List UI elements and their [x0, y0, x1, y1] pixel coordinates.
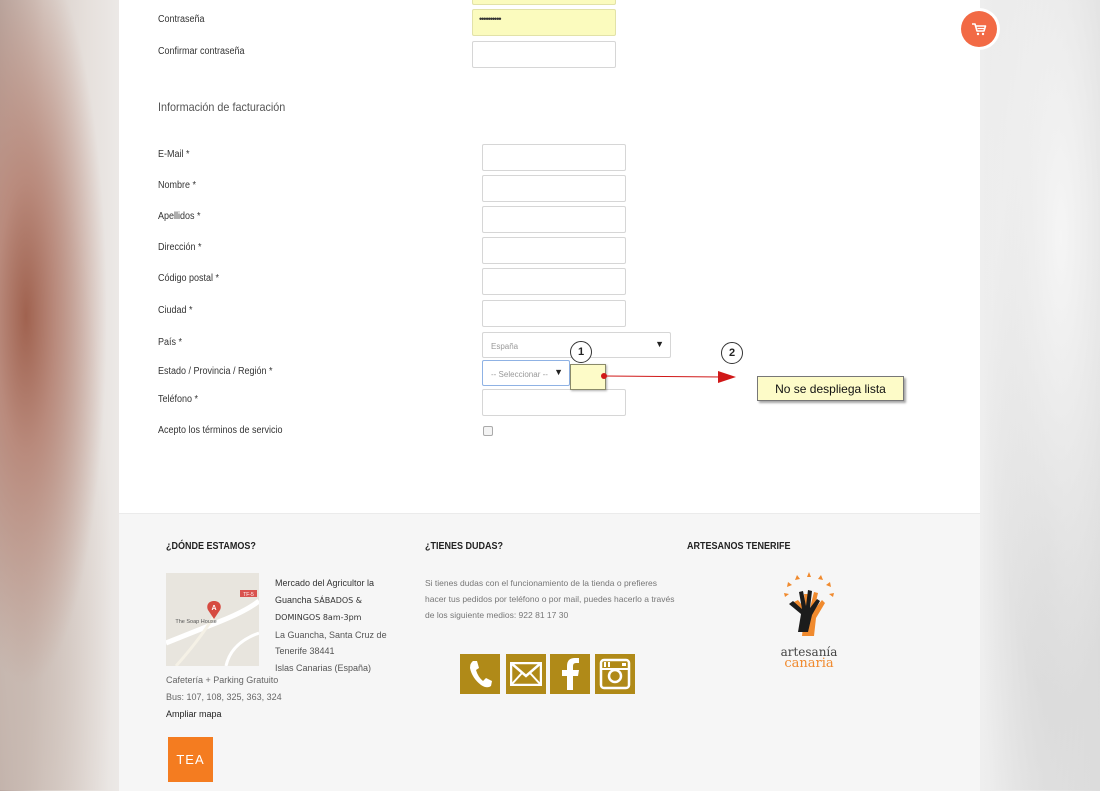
artesania-hand-icon: [774, 572, 844, 638]
phone-social-button[interactable]: [460, 654, 500, 694]
artesania-word1: artesanía: [780, 645, 838, 659]
address-line3: Islas Canarias (España): [275, 662, 372, 673]
bus-text: Bus: 107, 108, 325, 363, 324: [166, 692, 282, 702]
state-label: Estado / Provincia / Región *: [158, 366, 273, 377]
country-select-value: España: [491, 342, 519, 351]
where-heading: ¿DÓNDE ESTAMOS?: [166, 541, 256, 552]
password-value: ••••••••••: [479, 14, 501, 24]
facebook-icon: [560, 658, 580, 690]
mail-social-button[interactable]: [506, 654, 546, 694]
phone-label: Teléfono *: [158, 394, 199, 405]
name-label: Nombre *: [158, 180, 197, 191]
location-map[interactable]: [166, 573, 259, 666]
doubts-heading: ¿TIENES DUDAS?: [425, 541, 504, 552]
confirm-password-label: Confirmar contraseña: [158, 46, 245, 57]
facebook-social-button[interactable]: [550, 654, 590, 694]
dropdown-arrow-icon: ▼: [655, 339, 664, 349]
dropdown-arrow-icon: ▼: [554, 367, 563, 377]
transport-info: [166, 672, 282, 723]
terms-label: Acepto los términos de servicio: [158, 425, 283, 436]
tea-logo[interactable]: TEA: [168, 737, 213, 782]
map-road-label: TF-5: [243, 592, 254, 598]
phone-icon: [467, 659, 493, 689]
city-label: Ciudad *: [158, 305, 193, 316]
map-place-label: The Soap House: [175, 619, 217, 625]
footer: [119, 513, 980, 791]
annotation-marker-1: 1: [570, 341, 592, 363]
address-block: [275, 575, 405, 676]
address-line1: Mercado del Agricultor la Guancha: [275, 578, 375, 605]
address-label: Dirección *: [158, 242, 202, 253]
surname-label: Apellidos *: [158, 211, 201, 222]
email-label: E-Mail *: [158, 149, 190, 160]
doubts-text: Si tienes dudas con el funcionamiento de la tienda o prefieres hacer tus pedidos por teléfono o por mail, puedes hacerlo a través de los siguiente medios: 922 81 17 30: [425, 578, 675, 620]
artesania-canaria-logo[interactable]: [759, 572, 859, 671]
password-label: Contraseña: [158, 14, 205, 25]
country-label: País *: [158, 337, 183, 348]
billing-section-title: Información de facturación: [158, 100, 286, 114]
instagram-icon: [599, 658, 631, 690]
artesania-word2: canaria: [784, 656, 834, 671]
mail-icon: [510, 662, 542, 686]
postal-code-label: Código postal *: [158, 273, 220, 284]
state-select-value: -- Seleccionar --: [491, 370, 548, 379]
address-line2: La Guancha, Santa Cruz de Tenerife 38441: [275, 629, 387, 656]
map-graphic: [166, 573, 259, 666]
annotation-marker-2: 2: [721, 342, 743, 364]
cafeteria-text: Cafetería + Parking Gratuito: [166, 675, 279, 685]
instagram-social-button[interactable]: [595, 654, 635, 694]
artisans-heading: ARTESANOS TENERIFE: [687, 541, 791, 552]
annotation-callout: No se despliega lista: [757, 376, 904, 401]
address-hours: SÁBADOS & DOMINGOS 8am-3pm: [275, 595, 363, 622]
expand-map-link[interactable]: Ampliar mapa: [166, 709, 222, 719]
map-pin-label: A: [211, 605, 217, 612]
